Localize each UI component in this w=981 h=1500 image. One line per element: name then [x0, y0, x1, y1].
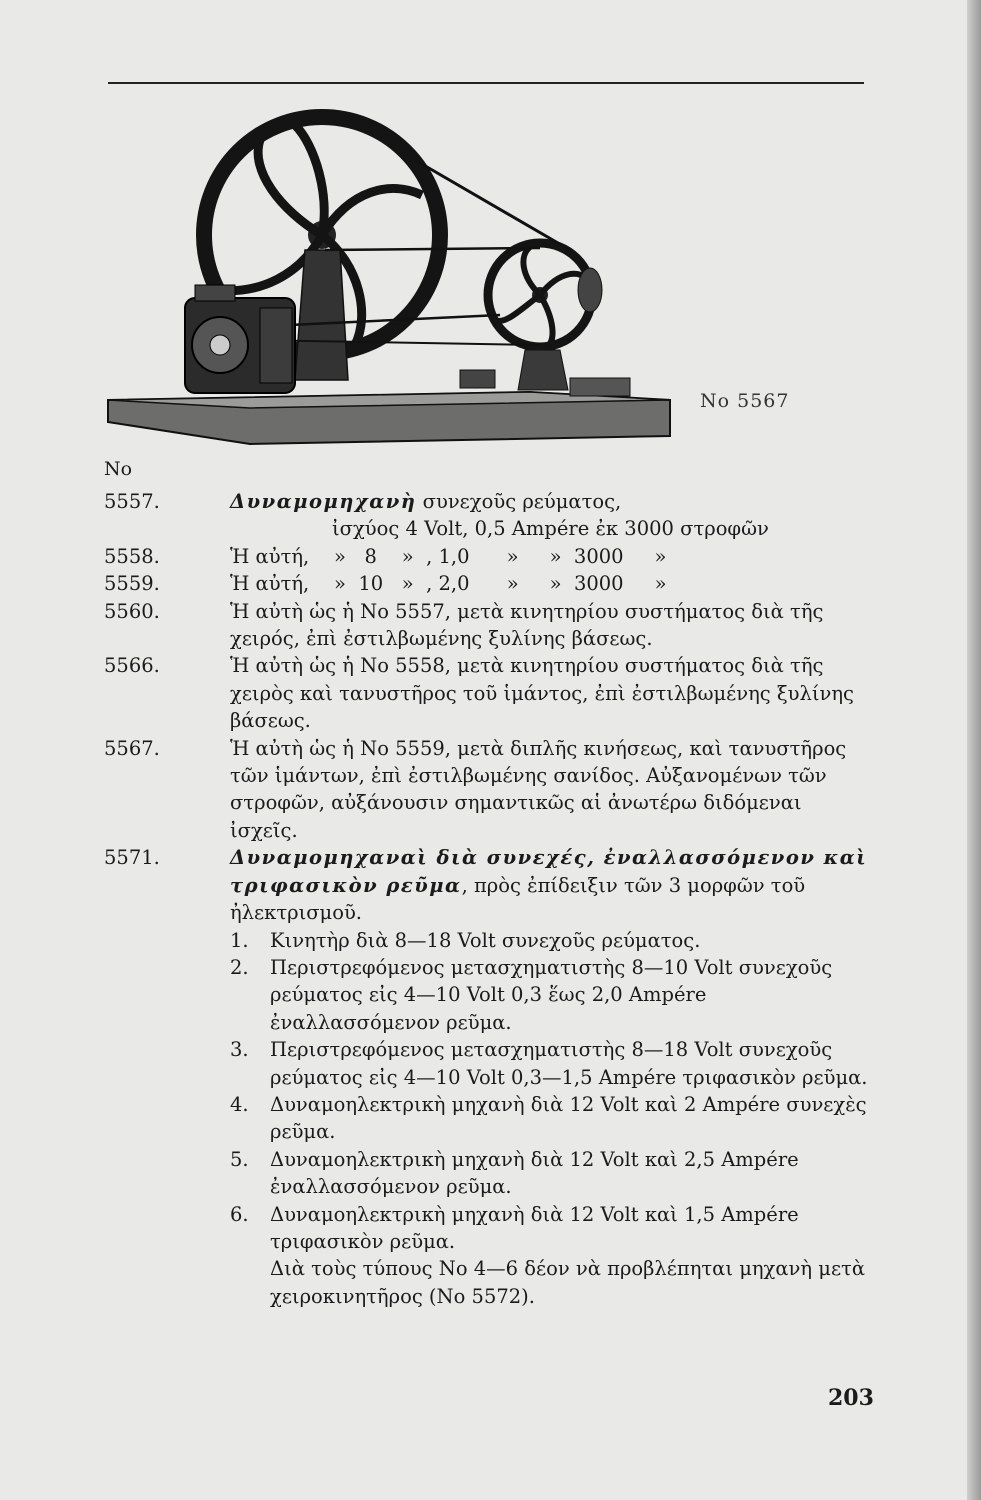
entry-text: Ἡ αὐτή, » 8 » , 1,0 » » 3000 » — [230, 544, 667, 568]
catalog-text — [104, 488, 870, 1310]
entry-number: 5559. — [104, 572, 160, 596]
list-item: 1. Κινητὴρ διὰ 8—18 Volt συνεχοῦς ρεύματος. — [230, 928, 701, 952]
entry-text: , πρὸς ἐπίδειξιν τῶν 3 μορφῶν τοῦ ἠλεκτρισμοῦ. — [230, 873, 806, 925]
entry-number: 5560. — [104, 599, 160, 623]
number-column-heading: No — [104, 458, 133, 480]
dynamo-machine-illustration — [100, 100, 680, 470]
top-rule — [108, 82, 864, 84]
entry-5566 — [104, 652, 870, 734]
entry-5560 — [104, 598, 870, 653]
entry-number: 5558. — [104, 544, 160, 568]
entry-text: Ἡ αὐτή, » 10 » , 2,0 » » 3000 » — [230, 572, 667, 596]
small-flywheel — [488, 243, 602, 347]
page-number: 203 — [828, 1385, 874, 1411]
entry-title: Δυναμομηχαναὶ διὰ συνεχές, ἐναλλασσόμενον καὶ τριφασικὸν ρεῦμα — [230, 846, 868, 897]
list-item: 3. Περιστρεφόμενος μετασχηματιστὴς 8—18 Volt συνεχοῦς ρεύματος εἰς 4—10 Volt 0,3—1,5 Ampére τριφασικὸν ρεῦμα. — [230, 1038, 868, 1089]
page-edge — [967, 0, 981, 1500]
entry-text: Ἡ αὐτὴ ὡς ἡ Νο 5559, μετὰ διπλῆς κινήσεως, καὶ τανυστῆρος τῶν ἱμάντων, ἐπὶ ἐστιλβωμένης σανίδος. Αὐξανομένων τῶν στροφῶν, αὐξάνουσιν σημαντικῶς αἱ ἀνωτέρω διδόμεναι ἰσχεῖς. — [230, 736, 847, 842]
entry-number: 5571. — [104, 846, 160, 870]
entry-number: 5566. — [104, 654, 160, 678]
dynamo-unit — [185, 285, 295, 393]
entry-5567 — [104, 735, 870, 845]
footnote: Διὰ τοὺς τύπους Νο 4—6 δέον νὰ προβλέπηται μηχανὴ μετὰ χειροκινητῆρος (Νο 5572). — [270, 1257, 865, 1308]
figure-caption: No 5567 — [700, 390, 790, 412]
entry-number: 5557. — [104, 490, 160, 513]
list-item: 4. Δυναμοηλεκτρικὴ μηχανὴ διὰ 12 Volt καὶ 2 Ampére συνεχὲς ρεῦμα. — [230, 1092, 867, 1144]
entry-5557 — [104, 488, 870, 543]
entry-text: Ἡ αὐτὴ ὡς ἡ Νο 5558, μετὰ κινητηρίου συστήματος διὰ τῆς χειρὸς καὶ τανυστῆρος τοῦ ἱμάντος, ἐπὶ ἐστιλβωμένης ξυλίνης βάσεως. — [230, 654, 854, 733]
entry-text-line2: ἰσχύος 4 Volt, 0,5 Ampére ἐκ 3000 στροφῶν — [332, 517, 769, 541]
entry-5559 — [104, 570, 870, 597]
list-item: 5. Δυναμοηλεκτρικὴ μηχανὴ διὰ 12 Volt καὶ 2,5 Ampére ἐναλλασσόμενον ρεῦμα. — [230, 1147, 799, 1199]
entry-title: Δυναμομηχανὴ — [230, 490, 417, 513]
entry-5571 — [104, 844, 870, 926]
list-item: 6. Δυναμοηλεκτρικὴ μηχανὴ διὰ 12 Volt καὶ 1,5 Ampére τριφασικὸν ρεῦμα. — [230, 1202, 799, 1253]
entry-text: συνεχοῦς ρεύματος, — [416, 490, 622, 513]
list-item: 2. Περιστρεφόμενος μετασχηματιστὴς 8—10 Volt συνεχοῦς ρεύματος εἰς 4—10 Volt 0,3 ἕως 2,0 Ampére ἐναλλασσόμενον ρεῦμα. — [230, 955, 833, 1034]
entry-number: 5567. — [104, 736, 160, 760]
entry-text: Ἡ αὐτὴ ὡς ἡ Νο 5557, μετὰ κινητηρίου συστήματος διὰ τῆς χειρός, ἐπὶ ἐστιλβωμένης ξυλίνης βάσεως. — [230, 599, 824, 651]
entry-5558 — [104, 543, 870, 570]
